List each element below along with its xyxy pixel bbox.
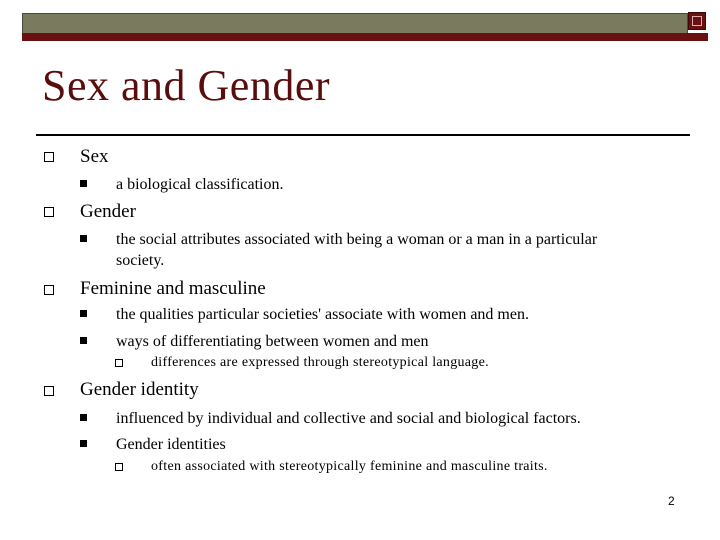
list-item: influenced by individual and collective and social and biological factors. (116, 410, 581, 427)
filled-bullet-icon (80, 180, 87, 187)
square-bullet-icon (44, 386, 54, 396)
list-item: a biological classification. (116, 176, 284, 193)
list-item: the social attributes associated with being a woman or a man in a particular society. (116, 231, 598, 269)
section-heading-gender-identity: Gender identity (80, 379, 199, 400)
square-bullet-icon (44, 207, 54, 217)
list-item: the qualities particular societies' associate with women and men. (116, 306, 529, 323)
filled-bullet-icon (80, 310, 87, 317)
section-heading-sex: Sex (80, 146, 109, 167)
list-item: ways of differentiating between women and men (116, 333, 429, 350)
sub-list-item: often associated with stereotypically feminine and masculine traits. (151, 459, 548, 474)
header-bar-accent (22, 33, 708, 41)
filled-bullet-icon (80, 235, 87, 242)
corner-square-decoration (688, 12, 706, 30)
filled-bullet-icon (80, 440, 87, 447)
slide-title: Sex and Gender (42, 61, 331, 110)
square-bullet-icon (44, 285, 54, 295)
title-divider (36, 134, 690, 136)
square-bullet-icon (44, 152, 54, 162)
section-heading-feminine-masculine: Feminine and masculine (80, 278, 266, 299)
square-subbullet-icon (115, 463, 123, 471)
sub-list-item: differences are expressed through stereotypical language. (151, 355, 489, 370)
square-subbullet-icon (115, 359, 123, 367)
filled-bullet-icon (80, 337, 87, 344)
section-heading-gender: Gender (80, 201, 136, 222)
list-item: Gender identities (116, 436, 226, 453)
page-number: 2 (668, 494, 675, 508)
filled-bullet-icon (80, 414, 87, 421)
header-bar-top (22, 13, 688, 35)
